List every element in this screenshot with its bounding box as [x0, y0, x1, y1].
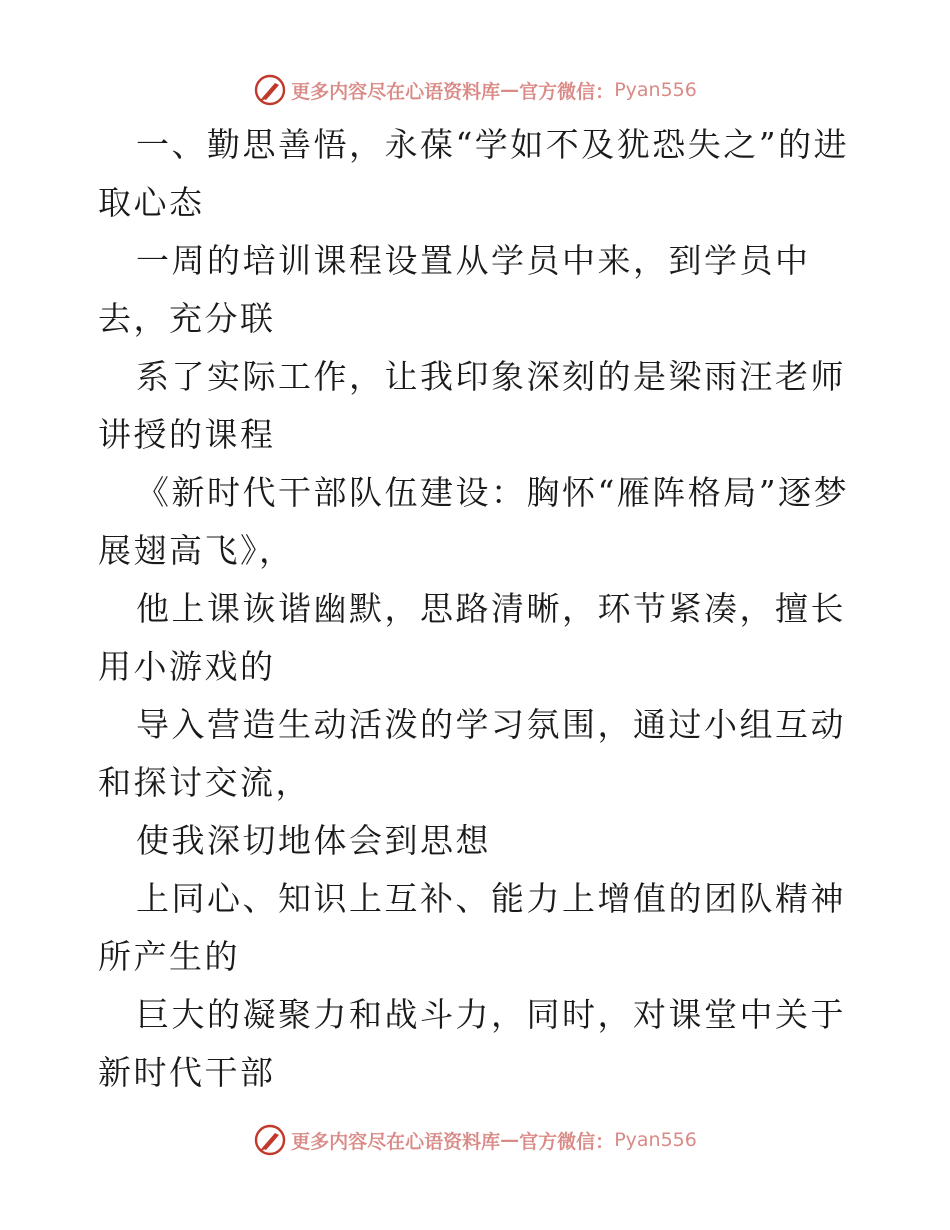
header-wechat-id: Pyan556: [614, 79, 697, 101]
footer-site-text: 更多内容尽在心语资料库: [291, 1130, 501, 1153]
paragraph: 上同心、知识上互补、能力上增值的团队精神所产生的: [98, 879, 846, 976]
footer-separator: —: [500, 1129, 520, 1151]
quill-logo-icon: [253, 1123, 287, 1157]
header-watermark: [0, 70, 950, 110]
paragraph: 系了实际工作，让我印象深刻的是梁雨汪老师讲授的课程: [98, 357, 846, 454]
paragraph: 一、勤思善悟，永葆“学如不及犹恐失之”的进取心态: [98, 125, 850, 222]
header-site-text: 更多内容尽在心语资料库: [291, 80, 501, 103]
paragraph: 《新时代干部队伍建设：胸怀“雁阵格局”逐梦展翅高飞》，: [98, 473, 850, 570]
header-separator: —: [500, 79, 520, 101]
paragraph: 使我深切地体会到思想: [135, 821, 491, 860]
header-wechat-label: 官方微信：: [519, 80, 615, 103]
paragraph: 他上课诙谐幽默，思路清晰，环节紧凑，擅长用小游戏的: [98, 589, 846, 686]
footer-watermark: [0, 1120, 950, 1160]
paragraph: 导入营造生动活泼的学习氛围，通过小组互动和探讨交流，: [98, 705, 846, 802]
document-body: [98, 116, 858, 1102]
footer-wechat-label: 官方微信：: [519, 1130, 615, 1153]
footer-wechat-id: Pyan556: [614, 1129, 697, 1151]
paragraph: 一周的培训课程设置从学员中来，到学员中去，充分联: [98, 241, 811, 338]
quill-logo-icon: [253, 73, 287, 107]
paragraph: 巨大的凝聚力和战斗力，同时，对课堂中关于新时代干部: [98, 995, 846, 1092]
